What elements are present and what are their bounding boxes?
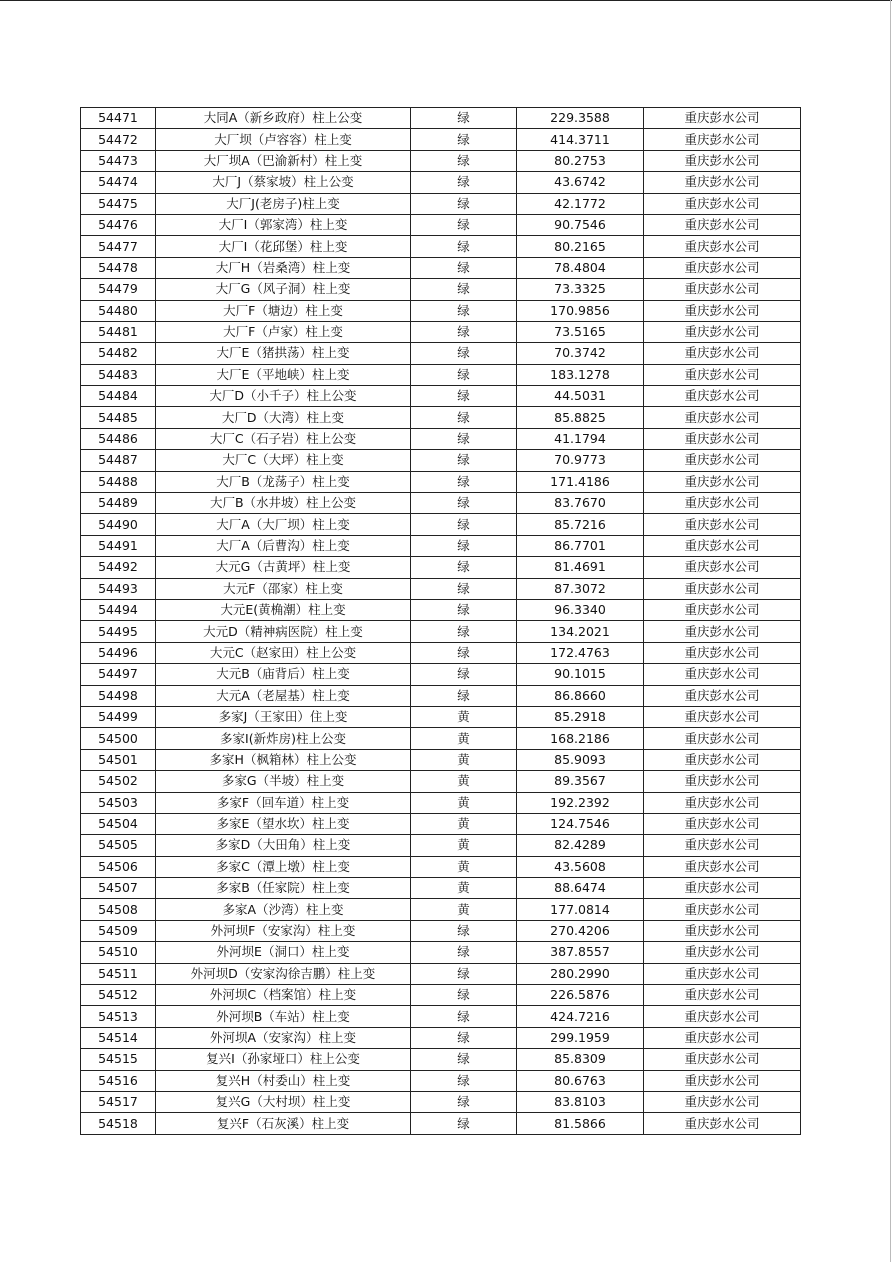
- cell-company: 重庆彭水公司: [644, 428, 801, 449]
- cell-id: 54498: [81, 685, 156, 706]
- table-row: [81, 236, 801, 257]
- cell-value: 85.2918: [517, 706, 644, 727]
- cell-value: 90.7546: [517, 214, 644, 235]
- cell-name: 多家J（王家田）住上变: [156, 706, 411, 727]
- cell-name: 大厂A（大厂坝）柱上变: [156, 514, 411, 535]
- cell-status: 黄: [411, 813, 517, 834]
- table-row: [81, 1006, 801, 1027]
- cell-status: 绿: [411, 236, 517, 257]
- cell-company: 重庆彭水公司: [644, 899, 801, 920]
- cell-company: 重庆彭水公司: [644, 236, 801, 257]
- cell-id: 54489: [81, 493, 156, 514]
- cell-value: 81.4691: [517, 557, 644, 578]
- cell-company: 重庆彭水公司: [644, 749, 801, 770]
- cell-id: 54506: [81, 856, 156, 877]
- cell-status: 绿: [411, 471, 517, 492]
- cell-company: 重庆彭水公司: [644, 578, 801, 599]
- cell-name: 复兴H（村委山）柱上变: [156, 1070, 411, 1091]
- cell-value: 85.8309: [517, 1049, 644, 1070]
- table-row: [81, 642, 801, 663]
- cell-name: 复兴F（石灰溪）柱上变: [156, 1113, 411, 1134]
- table-row: [81, 407, 801, 428]
- cell-id: 54476: [81, 214, 156, 235]
- cell-name: 复兴G（大村坝）柱上变: [156, 1091, 411, 1112]
- cell-id: 54507: [81, 878, 156, 899]
- cell-status: 绿: [411, 193, 517, 214]
- cell-id: 54485: [81, 407, 156, 428]
- cell-name: 大同A（新乡政府）柱上公变: [156, 108, 411, 129]
- cell-name: 大厂G（风子洞）柱上变: [156, 279, 411, 300]
- table-row: [81, 172, 801, 193]
- cell-name: 多家G（半坡）柱上变: [156, 771, 411, 792]
- cell-company: 重庆彭水公司: [644, 279, 801, 300]
- cell-value: 134.2021: [517, 621, 644, 642]
- cell-status: 黄: [411, 792, 517, 813]
- cell-status: 黄: [411, 878, 517, 899]
- cell-id: 54471: [81, 108, 156, 129]
- cell-company: 重庆彭水公司: [644, 878, 801, 899]
- cell-status: 绿: [411, 257, 517, 278]
- cell-status: 黄: [411, 835, 517, 856]
- table-row: [81, 450, 801, 471]
- cell-status: 绿: [411, 1049, 517, 1070]
- table-row: [81, 621, 801, 642]
- cell-id: 54482: [81, 343, 156, 364]
- cell-name: 大厂坝A（巴渝新村）柱上变: [156, 150, 411, 171]
- cell-name: 大厂B（龙荡子）柱上变: [156, 471, 411, 492]
- cell-name: 大厂坝（卢容容）柱上变: [156, 129, 411, 150]
- table-row: [81, 279, 801, 300]
- cell-id: 54502: [81, 771, 156, 792]
- cell-name: 外河坝E（洞口）柱上变: [156, 942, 411, 963]
- cell-name: 大厂F（卢家）柱上变: [156, 321, 411, 342]
- cell-status: 绿: [411, 942, 517, 963]
- cell-company: 重庆彭水公司: [644, 108, 801, 129]
- cell-value: 183.1278: [517, 364, 644, 385]
- page-top-border: [0, 0, 892, 1]
- table-body: [81, 108, 801, 1135]
- cell-status: 绿: [411, 386, 517, 407]
- cell-status: 绿: [411, 985, 517, 1006]
- cell-id: 54481: [81, 321, 156, 342]
- table-row: [81, 899, 801, 920]
- cell-company: 重庆彭水公司: [644, 257, 801, 278]
- cell-value: 424.7216: [517, 1006, 644, 1027]
- table-row: [81, 664, 801, 685]
- cell-value: 42.1772: [517, 193, 644, 214]
- cell-company: 重庆彭水公司: [644, 856, 801, 877]
- cell-company: 重庆彭水公司: [644, 1070, 801, 1091]
- cell-company: 重庆彭水公司: [644, 364, 801, 385]
- table-row: [81, 835, 801, 856]
- cell-id: 54480: [81, 300, 156, 321]
- cell-id: 54490: [81, 514, 156, 535]
- cell-name: 大厂D（大湾）柱上变: [156, 407, 411, 428]
- page-right-border: [890, 0, 891, 1262]
- cell-status: 绿: [411, 514, 517, 535]
- cell-name: 多家F（回车道）柱上变: [156, 792, 411, 813]
- cell-company: 重庆彭水公司: [644, 813, 801, 834]
- cell-id: 54515: [81, 1049, 156, 1070]
- cell-status: 绿: [411, 129, 517, 150]
- table-row: [81, 963, 801, 984]
- cell-status: 绿: [411, 300, 517, 321]
- table-row: [81, 257, 801, 278]
- cell-name: 大厂J（蔡家坡）柱上公变: [156, 172, 411, 193]
- table-row: [81, 813, 801, 834]
- cell-company: 重庆彭水公司: [644, 343, 801, 364]
- cell-status: 绿: [411, 578, 517, 599]
- cell-value: 86.7701: [517, 535, 644, 556]
- cell-id: 54513: [81, 1006, 156, 1027]
- cell-status: 绿: [411, 1006, 517, 1027]
- cell-company: 重庆彭水公司: [644, 535, 801, 556]
- cell-id: 54514: [81, 1027, 156, 1048]
- cell-company: 重庆彭水公司: [644, 1113, 801, 1134]
- cell-company: 重庆彭水公司: [644, 129, 801, 150]
- cell-company: 重庆彭水公司: [644, 706, 801, 727]
- table-row: [81, 728, 801, 749]
- cell-company: 重庆彭水公司: [644, 685, 801, 706]
- cell-value: 73.5165: [517, 321, 644, 342]
- cell-status: 黄: [411, 728, 517, 749]
- cell-value: 85.9093: [517, 749, 644, 770]
- cell-status: 黄: [411, 706, 517, 727]
- cell-id: 54500: [81, 728, 156, 749]
- cell-value: 280.2990: [517, 963, 644, 984]
- cell-value: 87.3072: [517, 578, 644, 599]
- cell-status: 绿: [411, 1070, 517, 1091]
- cell-value: 80.2753: [517, 150, 644, 171]
- cell-company: 重庆彭水公司: [644, 214, 801, 235]
- table-row: [81, 364, 801, 385]
- cell-id: 54491: [81, 535, 156, 556]
- cell-value: 43.5608: [517, 856, 644, 877]
- cell-name: 多家H（枫箱林）柱上公变: [156, 749, 411, 770]
- cell-value: 89.3567: [517, 771, 644, 792]
- cell-value: 170.9856: [517, 300, 644, 321]
- cell-id: 54475: [81, 193, 156, 214]
- cell-value: 124.7546: [517, 813, 644, 834]
- cell-value: 81.5866: [517, 1113, 644, 1134]
- cell-company: 重庆彭水公司: [644, 386, 801, 407]
- cell-name: 大厂C（石子岩）柱上公变: [156, 428, 411, 449]
- cell-value: 299.1959: [517, 1027, 644, 1048]
- cell-id: 54518: [81, 1113, 156, 1134]
- cell-id: 54492: [81, 557, 156, 578]
- cell-value: 226.5876: [517, 985, 644, 1006]
- table-row: [81, 493, 801, 514]
- cell-value: 80.6763: [517, 1070, 644, 1091]
- cell-name: 大厂F（塘边）柱上变: [156, 300, 411, 321]
- cell-status: 绿: [411, 343, 517, 364]
- cell-company: 重庆彭水公司: [644, 407, 801, 428]
- cell-name: 外河坝D（安家沟徐吉鹏）柱上变: [156, 963, 411, 984]
- cell-status: 绿: [411, 279, 517, 300]
- cell-id: 54483: [81, 364, 156, 385]
- cell-value: 85.8825: [517, 407, 644, 428]
- cell-id: 54494: [81, 599, 156, 620]
- transformer-table: [80, 107, 801, 1135]
- cell-name: 多家B（任家院）柱上变: [156, 878, 411, 899]
- cell-status: 绿: [411, 1091, 517, 1112]
- cell-value: 270.4206: [517, 920, 644, 941]
- cell-id: 54503: [81, 792, 156, 813]
- table-row: [81, 471, 801, 492]
- cell-value: 70.9773: [517, 450, 644, 471]
- cell-company: 重庆彭水公司: [644, 1091, 801, 1112]
- cell-company: 重庆彭水公司: [644, 792, 801, 813]
- cell-name: 大厂E（平地峡）柱上变: [156, 364, 411, 385]
- cell-name: 大元B（庙背后）柱上变: [156, 664, 411, 685]
- cell-id: 54517: [81, 1091, 156, 1112]
- cell-value: 177.0814: [517, 899, 644, 920]
- cell-id: 54474: [81, 172, 156, 193]
- cell-name: 大厂C（大坪）柱上变: [156, 450, 411, 471]
- cell-company: 重庆彭水公司: [644, 599, 801, 620]
- cell-name: 大厂A（后曹沟）柱上变: [156, 535, 411, 556]
- cell-id: 54478: [81, 257, 156, 278]
- cell-value: 83.8103: [517, 1091, 644, 1112]
- cell-name: 大厂D（小千子）柱上公变: [156, 386, 411, 407]
- cell-status: 绿: [411, 1113, 517, 1134]
- cell-name: 大厂I（花邱堡）柱上变: [156, 236, 411, 257]
- cell-company: 重庆彭水公司: [644, 664, 801, 685]
- cell-id: 54511: [81, 963, 156, 984]
- cell-status: 绿: [411, 920, 517, 941]
- cell-status: 绿: [411, 428, 517, 449]
- cell-id: 54512: [81, 985, 156, 1006]
- cell-id: 54509: [81, 920, 156, 941]
- table-row: [81, 1113, 801, 1134]
- cell-value: 86.8660: [517, 685, 644, 706]
- cell-value: 78.4804: [517, 257, 644, 278]
- cell-value: 192.2392: [517, 792, 644, 813]
- cell-status: 绿: [411, 535, 517, 556]
- cell-id: 54479: [81, 279, 156, 300]
- cell-name: 外河坝F（安家沟）柱上变: [156, 920, 411, 941]
- table-row: [81, 386, 801, 407]
- cell-id: 54484: [81, 386, 156, 407]
- cell-status: 绿: [411, 621, 517, 642]
- cell-name: 大元A（老屋基）柱上变: [156, 685, 411, 706]
- table-row: [81, 706, 801, 727]
- cell-status: 绿: [411, 364, 517, 385]
- cell-company: 重庆彭水公司: [644, 985, 801, 1006]
- cell-status: 绿: [411, 599, 517, 620]
- cell-name: 大厂J(老房子)柱上变: [156, 193, 411, 214]
- table-row: [81, 985, 801, 1006]
- cell-name: 大厂H（岩桑湾）柱上变: [156, 257, 411, 278]
- table-row: [81, 749, 801, 770]
- cell-id: 54501: [81, 749, 156, 770]
- cell-value: 168.2186: [517, 728, 644, 749]
- cell-status: 绿: [411, 493, 517, 514]
- cell-id: 54488: [81, 471, 156, 492]
- cell-value: 229.3588: [517, 108, 644, 129]
- cell-value: 88.6474: [517, 878, 644, 899]
- table-row: [81, 321, 801, 342]
- cell-status: 绿: [411, 172, 517, 193]
- cell-value: 96.3340: [517, 599, 644, 620]
- cell-company: 重庆彭水公司: [644, 920, 801, 941]
- table-row: [81, 428, 801, 449]
- table-row: [81, 535, 801, 556]
- cell-status: 绿: [411, 108, 517, 129]
- cell-status: 绿: [411, 407, 517, 428]
- cell-company: 重庆彭水公司: [644, 1027, 801, 1048]
- table-row: [81, 129, 801, 150]
- cell-status: 绿: [411, 214, 517, 235]
- table-row: [81, 343, 801, 364]
- cell-name: 多家C（潭上墩）柱上变: [156, 856, 411, 877]
- table-row: [81, 578, 801, 599]
- cell-company: 重庆彭水公司: [644, 193, 801, 214]
- table-row: [81, 557, 801, 578]
- cell-id: 54508: [81, 899, 156, 920]
- cell-company: 重庆彭水公司: [644, 172, 801, 193]
- cell-id: 54473: [81, 150, 156, 171]
- cell-status: 绿: [411, 557, 517, 578]
- table-row: [81, 856, 801, 877]
- table-row: [81, 685, 801, 706]
- cell-name: 大元C（赵家田）柱上公变: [156, 642, 411, 663]
- cell-status: 绿: [411, 642, 517, 663]
- cell-name: 多家A（沙湾）柱上变: [156, 899, 411, 920]
- cell-name: 大厂E（猪拱荡）柱上变: [156, 343, 411, 364]
- cell-name: 外河坝B（车站）柱上变: [156, 1006, 411, 1027]
- cell-value: 83.7670: [517, 493, 644, 514]
- cell-status: 绿: [411, 963, 517, 984]
- cell-name: 大元F（邵家）柱上变: [156, 578, 411, 599]
- cell-company: 重庆彭水公司: [644, 642, 801, 663]
- cell-name: 外河坝A（安家沟）柱上变: [156, 1027, 411, 1048]
- table-row: [81, 108, 801, 129]
- cell-value: 171.4186: [517, 471, 644, 492]
- cell-id: 54495: [81, 621, 156, 642]
- table-row: [81, 514, 801, 535]
- cell-value: 82.4289: [517, 835, 644, 856]
- cell-company: 重庆彭水公司: [644, 493, 801, 514]
- cell-company: 重庆彭水公司: [644, 1049, 801, 1070]
- table-row: [81, 214, 801, 235]
- cell-id: 54477: [81, 236, 156, 257]
- cell-status: 黄: [411, 771, 517, 792]
- cell-company: 重庆彭水公司: [644, 150, 801, 171]
- cell-id: 54516: [81, 1070, 156, 1091]
- cell-company: 重庆彭水公司: [644, 771, 801, 792]
- table-row: [81, 1027, 801, 1048]
- cell-status: 黄: [411, 856, 517, 877]
- cell-status: 绿: [411, 685, 517, 706]
- table-row: [81, 193, 801, 214]
- cell-name: 复兴I（孙家垭口）柱上公变: [156, 1049, 411, 1070]
- cell-company: 重庆彭水公司: [644, 300, 801, 321]
- table-row: [81, 792, 801, 813]
- cell-status: 黄: [411, 899, 517, 920]
- table-row: [81, 1070, 801, 1091]
- cell-status: 绿: [411, 664, 517, 685]
- cell-id: 54497: [81, 664, 156, 685]
- table-row: [81, 878, 801, 899]
- cell-name: 多家I(新炸房)柱上公变: [156, 728, 411, 749]
- cell-status: 黄: [411, 749, 517, 770]
- cell-id: 54472: [81, 129, 156, 150]
- cell-company: 重庆彭水公司: [644, 471, 801, 492]
- table-row: [81, 942, 801, 963]
- cell-value: 80.2165: [517, 236, 644, 257]
- cell-value: 73.3325: [517, 279, 644, 300]
- cell-name: 外河坝C（档案馆）柱上变: [156, 985, 411, 1006]
- table-row: [81, 920, 801, 941]
- cell-value: 172.4763: [517, 642, 644, 663]
- table-row: [81, 599, 801, 620]
- cell-company: 重庆彭水公司: [644, 942, 801, 963]
- table-row: [81, 300, 801, 321]
- table-row: [81, 771, 801, 792]
- table-row: [81, 1091, 801, 1112]
- cell-id: 54493: [81, 578, 156, 599]
- cell-status: 绿: [411, 321, 517, 342]
- cell-name: 大元G（古黄坪）柱上变: [156, 557, 411, 578]
- cell-status: 绿: [411, 150, 517, 171]
- cell-id: 54486: [81, 428, 156, 449]
- cell-status: 绿: [411, 1027, 517, 1048]
- cell-value: 41.1794: [517, 428, 644, 449]
- cell-value: 43.6742: [517, 172, 644, 193]
- cell-company: 重庆彭水公司: [644, 621, 801, 642]
- cell-name: 多家E（望水坎）柱上变: [156, 813, 411, 834]
- cell-name: 大厂B（水井坡）柱上公变: [156, 493, 411, 514]
- cell-value: 70.3742: [517, 343, 644, 364]
- cell-company: 重庆彭水公司: [644, 1006, 801, 1027]
- cell-name: 多家D（大田角）柱上变: [156, 835, 411, 856]
- cell-name: 大厂I（郭家湾）柱上变: [156, 214, 411, 235]
- cell-value: 44.5031: [517, 386, 644, 407]
- cell-value: 90.1015: [517, 664, 644, 685]
- cell-company: 重庆彭水公司: [644, 835, 801, 856]
- cell-value: 387.8557: [517, 942, 644, 963]
- cell-company: 重庆彭水公司: [644, 728, 801, 749]
- cell-company: 重庆彭水公司: [644, 963, 801, 984]
- table-row: [81, 1049, 801, 1070]
- cell-id: 54499: [81, 706, 156, 727]
- cell-company: 重庆彭水公司: [644, 514, 801, 535]
- cell-id: 54496: [81, 642, 156, 663]
- cell-company: 重庆彭水公司: [644, 557, 801, 578]
- cell-status: 绿: [411, 450, 517, 471]
- cell-id: 54505: [81, 835, 156, 856]
- table-row: [81, 150, 801, 171]
- cell-value: 85.7216: [517, 514, 644, 535]
- cell-id: 54510: [81, 942, 156, 963]
- cell-company: 重庆彭水公司: [644, 450, 801, 471]
- cell-company: 重庆彭水公司: [644, 321, 801, 342]
- cell-name: 大元E(黄桷潮）柱上变: [156, 599, 411, 620]
- cell-id: 54504: [81, 813, 156, 834]
- cell-value: 414.3711: [517, 129, 644, 150]
- cell-id: 54487: [81, 450, 156, 471]
- cell-name: 大元D（精神病医院）柱上变: [156, 621, 411, 642]
